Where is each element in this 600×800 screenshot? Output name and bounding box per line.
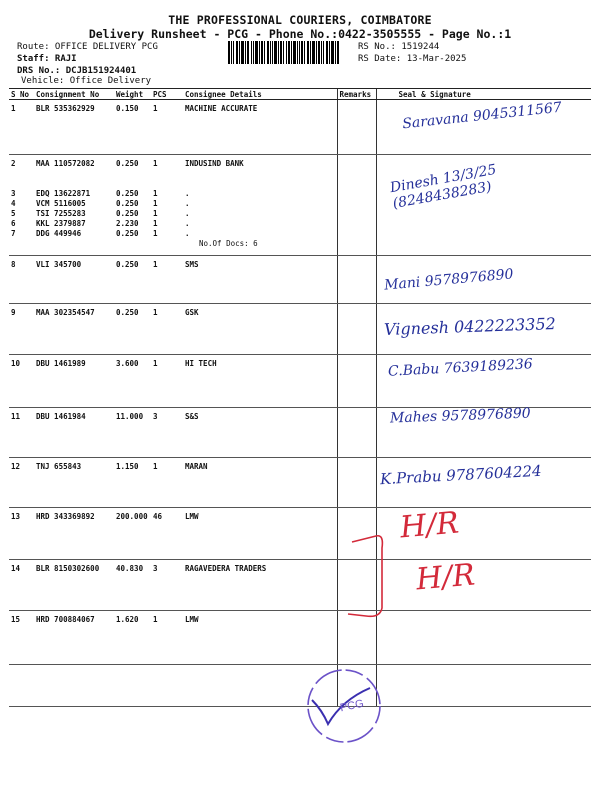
row-consignee: HI TECH <box>183 355 337 408</box>
row-pcs: 1 <box>151 304 183 355</box>
docs-count-note: No.Of Docs: 6 <box>199 239 258 248</box>
row-consignment: DBU 1461989 <box>34 355 114 408</box>
row-weight: 0.150 <box>114 100 151 155</box>
barcode-image <box>228 41 340 64</box>
signature-handwriting: Vignesh 0422223352 <box>383 314 557 339</box>
table-row <box>9 611 591 665</box>
row-sno: 1 <box>9 100 34 155</box>
row-weight: 200.000 <box>114 508 151 560</box>
row-weight: 1.150 <box>114 458 151 508</box>
signature-handwriting: Saravana 9045311567 <box>401 99 563 133</box>
row-remarks <box>337 408 376 458</box>
col-header-weight: Weight <box>114 89 151 100</box>
row-consignee: S&S <box>183 408 337 458</box>
row-pcs: 1 <box>151 256 183 304</box>
row-weight: 0.250 <box>114 304 151 355</box>
signature-handwriting: Dinesh 13/3/25 (8248438283) <box>388 161 498 212</box>
row-signature-cell <box>376 557 591 611</box>
row-weight: 3.600 <box>114 355 151 408</box>
route-label: Route: OFFICE DELIVERY PCG <box>17 42 158 52</box>
row-remarks <box>337 355 376 408</box>
row-pcs <box>151 665 183 707</box>
row-sno: 8 <box>9 256 34 304</box>
row-signature-cell <box>376 665 591 707</box>
row-sno: 11 <box>9 408 34 458</box>
signature-handwriting: Mani 9578976890 <box>383 266 515 294</box>
row-sno: 10 <box>9 355 34 408</box>
hr-mark: H/R <box>414 557 477 598</box>
col-header-pcs: PCS <box>151 89 183 100</box>
table-row <box>9 508 591 560</box>
delivery-stamp <box>298 660 388 750</box>
row-pcs: 46 <box>151 508 183 560</box>
row-sno: 9 <box>9 304 34 355</box>
row-weight: 40.830 <box>114 560 151 611</box>
row-pcs: 1 <box>151 611 183 665</box>
row-signature-cell <box>376 611 591 665</box>
row-consignee: RAGAVEDERA TRADERS <box>183 560 337 611</box>
row-consignee: SMS <box>183 256 337 304</box>
company-title: THE PROFESSIONAL COURIERS, COIMBATORE <box>168 13 432 27</box>
row-pcs: 3 <box>151 408 183 458</box>
rs-date: RS Date: 13-Mar-2025 <box>358 54 467 64</box>
table-header-row <box>9 89 591 100</box>
staff-label: Staff: RAJI <box>17 54 77 64</box>
col-header-sno: S No <box>9 89 34 100</box>
row-consignee: MACHINE ACCURATE <box>183 100 337 155</box>
table-row <box>9 560 591 611</box>
row-consignment: DBU 1461984 <box>34 408 114 458</box>
row-consignment: TNJ 655843 <box>34 458 114 508</box>
row-weight: 11.000 <box>114 408 151 458</box>
row-remarks <box>337 304 376 355</box>
row-sno: 14 <box>9 560 34 611</box>
row-remarks <box>337 155 376 256</box>
row-consignee: MARAN <box>183 458 337 508</box>
bracket-mark <box>340 490 400 625</box>
row-weight: 0.250 0.250 0.250 0.250 2.230 0.250 <box>114 155 151 256</box>
row-sno: 2 3 4 5 6 7 <box>9 155 34 256</box>
row-sno: 12 <box>9 458 34 508</box>
hr-mark: H/R <box>398 505 461 546</box>
row-pcs: 1 <box>151 100 183 155</box>
row-consignment: MAA 302354547 <box>34 304 114 355</box>
row-weight: 1.620 <box>114 611 151 665</box>
row-sno: 15 <box>9 611 34 665</box>
row-pcs: 1 <box>151 355 183 408</box>
row-consignee: LMW <box>183 611 337 665</box>
row-pcs: 3 <box>151 560 183 611</box>
row-consignment: VLI 345700 <box>34 256 114 304</box>
col-header-signature: Seal & Signature <box>376 89 591 100</box>
row-consignment: HRD 700884067 <box>34 611 114 665</box>
row-remarks <box>337 256 376 304</box>
vehicle-label: Vehicle: Office Delivery <box>21 76 152 86</box>
row-consignee: INDUSIND BANK . . . . . No.Of Docs: 6 <box>183 155 337 256</box>
row-remarks <box>337 100 376 155</box>
row-weight: 0.250 <box>114 256 151 304</box>
row-consignment: BLR 8150302600 <box>34 560 114 611</box>
row-consignee: LMW <box>183 508 337 560</box>
stamp-text: PCG <box>339 697 365 715</box>
col-header-consignee: Consignee Details <box>183 89 337 100</box>
row-consignment: MAA 110572082 EDQ 13622871 VCM 5116005 TSI 7255283 KKL 2379887 DDG 449946 <box>34 155 114 256</box>
col-header-consignment: Consignment No <box>34 89 114 100</box>
drs-number: DRS No.: DCJB151924401 <box>17 66 137 76</box>
row-pcs: 1 <box>151 458 183 508</box>
signature-handwriting: C.Babu 7639189236 <box>387 356 534 380</box>
row-consignee: GSK <box>183 304 337 355</box>
col-header-remarks: Remarks <box>337 89 376 100</box>
row-sno: 13 <box>9 508 34 560</box>
row-weight <box>114 665 151 707</box>
rs-number: RS No.: 1519244 <box>358 42 440 52</box>
row-consignment: BLR 535362929 <box>34 100 114 155</box>
row-consignment <box>34 665 114 707</box>
row-sno <box>9 665 34 707</box>
signature-handwriting: Mahes 9578976890 <box>389 405 531 427</box>
row-pcs: 1 1 1 1 1 1 <box>151 155 183 256</box>
runsheet-subtitle: Delivery Runsheet - PCG - Phone No.:0422-3505555 - Page No.:1 <box>88 27 512 41</box>
signature-handwriting: K.Prabu 9787604224 <box>379 461 543 489</box>
row-consignment: HRD 343369892 <box>34 508 114 560</box>
